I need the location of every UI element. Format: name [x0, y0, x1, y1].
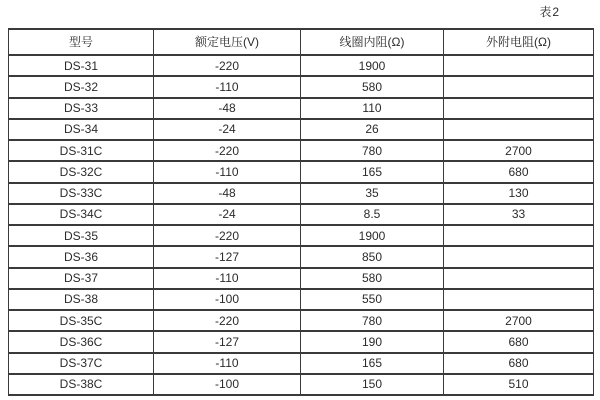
table-row — [9, 140, 594, 161]
table-row — [9, 246, 594, 267]
coil-resistance-cell: 850 — [301, 246, 444, 267]
external-resistance-cell — [444, 246, 594, 267]
external-resistance-cell: 680 — [444, 331, 594, 352]
coil-resistance-cell: 580 — [301, 268, 444, 289]
rated-voltage-cell: -220 — [154, 225, 301, 246]
rated-voltage-cell: -24 — [154, 119, 301, 140]
table-body — [9, 55, 594, 395]
external-resistance-cell: 2700 — [444, 140, 594, 161]
external-resistance-cell: 680 — [444, 353, 594, 374]
external-resistance-cell — [444, 119, 594, 140]
coil-resistance-cell: 150 — [301, 374, 444, 395]
rated-voltage-cell: -48 — [154, 183, 301, 204]
coil-resistance-cell: 35 — [301, 183, 444, 204]
external-resistance-cell — [444, 76, 594, 97]
rated-voltage-cell: -127 — [154, 246, 301, 267]
rated-voltage-cell: -48 — [154, 98, 301, 119]
model-cell: DS-32C — [9, 161, 154, 182]
header-rated-voltage: 额定电压(V) — [154, 29, 301, 55]
coil-resistance-cell: 780 — [301, 140, 444, 161]
rated-voltage-cell: -110 — [154, 353, 301, 374]
table-row — [9, 76, 594, 97]
external-resistance-cell — [444, 55, 594, 76]
header-coil-resistance: 线圈内阻(Ω) — [301, 29, 444, 55]
table-row — [9, 268, 594, 289]
model-cell: DS-34 — [9, 119, 154, 140]
model-cell: DS-38C — [9, 374, 154, 395]
relay-spec-table — [8, 28, 594, 396]
model-cell: DS-35C — [9, 310, 154, 331]
coil-resistance-cell: 580 — [301, 76, 444, 97]
rated-voltage-cell: -220 — [154, 55, 301, 76]
model-cell: DS-38 — [9, 289, 154, 310]
rated-voltage-cell: -110 — [154, 268, 301, 289]
table-header-row — [9, 29, 594, 55]
rated-voltage-cell: -100 — [154, 289, 301, 310]
table-caption: 表2 — [539, 5, 560, 19]
table-row — [9, 353, 594, 374]
table-row — [9, 331, 594, 352]
rated-voltage-cell: -220 — [154, 140, 301, 161]
table-row — [9, 225, 594, 246]
coil-resistance-cell: 8.5 — [301, 204, 444, 225]
coil-resistance-cell: 110 — [301, 98, 444, 119]
external-resistance-cell: 33 — [444, 204, 594, 225]
model-cell: DS-37C — [9, 353, 154, 374]
table-row — [9, 55, 594, 76]
rated-voltage-cell: -110 — [154, 76, 301, 97]
model-cell: DS-32 — [9, 76, 154, 97]
external-resistance-cell — [444, 225, 594, 246]
model-cell: DS-35 — [9, 225, 154, 246]
external-resistance-cell: 2700 — [444, 310, 594, 331]
model-cell: DS-34C — [9, 204, 154, 225]
external-resistance-cell: 680 — [444, 161, 594, 182]
model-cell: DS-33 — [9, 98, 154, 119]
rated-voltage-cell: -220 — [154, 310, 301, 331]
table-row — [9, 119, 594, 140]
model-cell: DS-31C — [9, 140, 154, 161]
rated-voltage-cell: -24 — [154, 204, 301, 225]
table-row — [9, 204, 594, 225]
model-cell: DS-36 — [9, 246, 154, 267]
table-row — [9, 310, 594, 331]
external-resistance-cell — [444, 268, 594, 289]
external-resistance-cell: 510 — [444, 374, 594, 395]
header-model: 型号 — [9, 29, 154, 55]
external-resistance-cell — [444, 289, 594, 310]
coil-resistance-cell: 26 — [301, 119, 444, 140]
table-row — [9, 374, 594, 395]
coil-resistance-cell: 780 — [301, 310, 444, 331]
table-row — [9, 183, 594, 204]
coil-resistance-cell: 550 — [301, 289, 444, 310]
rated-voltage-cell: -100 — [154, 374, 301, 395]
rated-voltage-cell: -127 — [154, 331, 301, 352]
model-cell: DS-37 — [9, 268, 154, 289]
table-row — [9, 289, 594, 310]
table-row — [9, 161, 594, 182]
model-cell: DS-31 — [9, 55, 154, 76]
coil-resistance-cell: 1900 — [301, 55, 444, 76]
coil-resistance-cell: 1900 — [301, 225, 444, 246]
model-cell: DS-33C — [9, 183, 154, 204]
external-resistance-cell — [444, 98, 594, 119]
model-cell: DS-36C — [9, 331, 154, 352]
coil-resistance-cell: 165 — [301, 161, 444, 182]
coil-resistance-cell: 165 — [301, 353, 444, 374]
rated-voltage-cell: -110 — [154, 161, 301, 182]
external-resistance-cell: 130 — [444, 183, 594, 204]
header-external-resistance: 外附电阻(Ω) — [444, 29, 594, 55]
table-row — [9, 98, 594, 119]
coil-resistance-cell: 190 — [301, 331, 444, 352]
